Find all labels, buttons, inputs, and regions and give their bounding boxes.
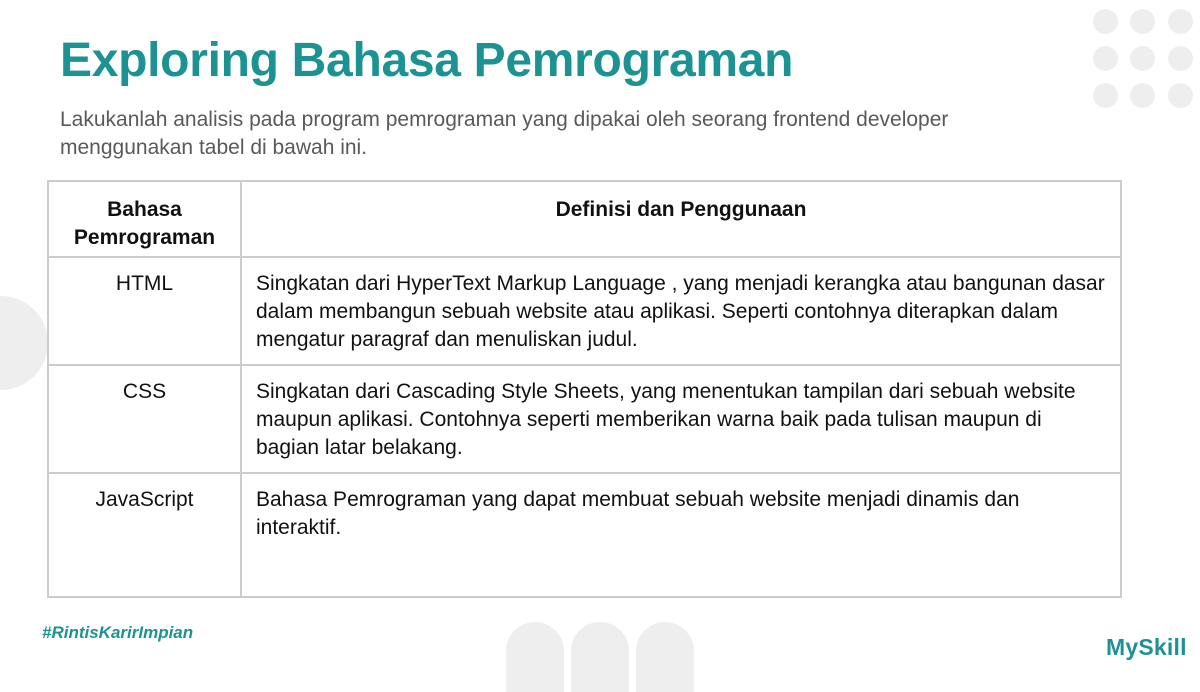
description-cell: Bahasa Pemrograman yang dapat membuat sebuah website menjadi dinamis dan interaktif. xyxy=(241,473,1121,597)
programming-language-table xyxy=(47,180,1122,598)
language-cell: JavaScript xyxy=(48,473,241,597)
table-row xyxy=(48,257,1121,365)
table-row xyxy=(48,365,1121,473)
hashtag-label: #RintisKarirImpian xyxy=(42,623,194,642)
description-cell: Singkatan dari Cascading Style Sheets, yang menentukan tampilan dari sebuah website maupun aplikasi. Contohnya seperti memberikan warna baik pada tulisan maupun di bagian latar belakang. xyxy=(241,365,1121,473)
description-cell: Singkatan dari HyperText Markup Language , yang menjadi kerangka atau bangunan dasar dalam membangun sebuah website atau aplikasi. Seperti contohnya diterapkan dalam mengatur paragraf dan menuliskan judul. xyxy=(241,257,1121,365)
decorative-bottom-shape xyxy=(636,622,694,692)
decorative-dot-grid xyxy=(1092,8,1200,108)
slide-subtitle: Lakukanlah analisis pada program pemrograman yang dipakai oleh seorang frontend developer menggunakan tabel di bawah ini. xyxy=(60,108,949,159)
language-cell: HTML xyxy=(48,257,241,365)
column-header-language: Bahasa Pemrograman xyxy=(48,181,241,257)
brand-logo: MySkill xyxy=(1106,634,1187,660)
decorative-bottom-shape xyxy=(506,622,564,692)
language-cell: CSS xyxy=(48,365,241,473)
column-header-definition: Definisi dan Penggunaan xyxy=(241,181,1121,257)
decorative-left-shape xyxy=(0,296,48,390)
table-row xyxy=(48,473,1121,597)
decorative-bottom-shape xyxy=(571,622,629,692)
slide-title: Exploring Bahasa Pemrograman xyxy=(60,34,794,87)
table-header-row xyxy=(48,181,1121,257)
